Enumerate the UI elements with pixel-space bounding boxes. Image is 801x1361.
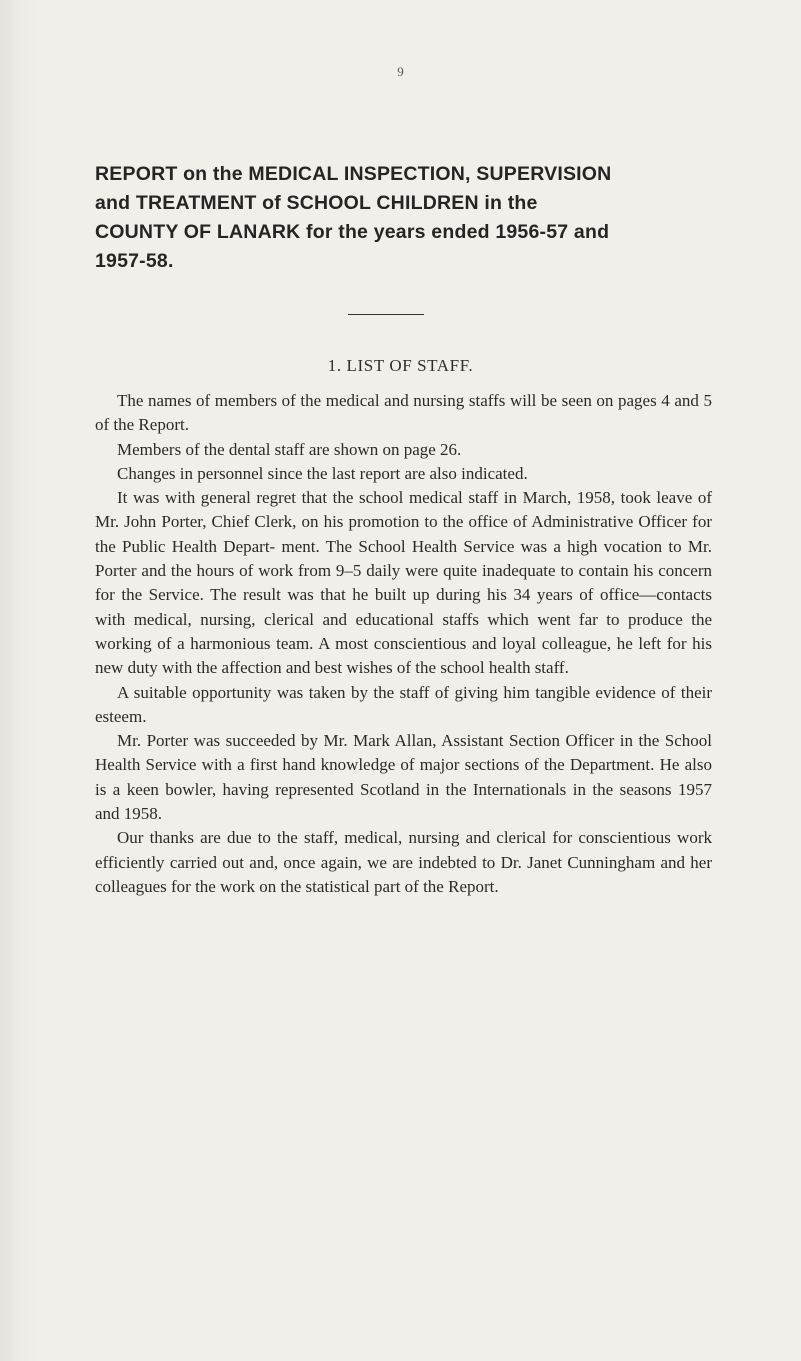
- paragraph-esteem: A suitable opportunity was taken by the staff of giving him tangible evidence of their esteem.: [95, 682, 712, 726]
- paragraph-personnel-changes: Changes in personnel since the last report are also indicated.: [117, 463, 528, 483]
- paragraph-john-porter: It was with general regret that the school medical staff in March, 1958, took leave of Mr. John Porter, Chief Clerk, on his promotion to the office of Administrative Officer for the Public Health Depart- ment. The School Health Service was a high vocation to Mr. Porter and the hours of work from 9–5 daily were quite inadequate to contain his concern for the Service. The result was that he built up during his 34 years of office—contacts with medical, nursing, clerical and educational staffs which went far to produce the working of a harmonious team. A most conscientious and loyal colleague, he left for his new duty with the affection and best wishes of the school health staff.: [95, 488, 712, 678]
- section-body: [95, 389, 712, 899]
- paragraph-mark-allan: Mr. Porter was succeeded by Mr. Mark Allan, Assistant Section Officer in the School Health Service with a first hand knowledge of major sections of the Department. He also is a keen bowler, having represented Scotland in the Internationals in the seasons 1957 and 1958.: [95, 731, 712, 824]
- page-number: 9: [397, 64, 404, 79]
- title-line-3: COUNTY OF LANARK for the years ended 1956-57 and: [95, 221, 610, 243]
- title-line-2: and TREATMENT of SCHOOL CHILDREN in the: [95, 192, 538, 214]
- title-line-1: REPORT on the MEDICAL INSPECTION, SUPERVISION: [95, 163, 612, 185]
- report-title: [95, 160, 715, 276]
- title-line-4: 1957-58.: [95, 250, 174, 272]
- paragraph-thanks: Our thanks are due to the staff, medical, nursing and clerical for conscientious work efficiently carried out and, once again, we are indebted to Dr. Janet Cunningham and her colleagues for the work on the statistical part of the Report.: [95, 828, 712, 896]
- paragraph-staff-pages: The names of members of the medical and nursing staffs will be seen on pages 4 and 5 of the Report.: [95, 391, 712, 435]
- paragraph-dental-staff: Members of the dental staff are shown on page 26.: [117, 439, 462, 459]
- title-divider: [348, 314, 424, 315]
- section-heading: 1. LIST OF STAFF.: [327, 356, 474, 375]
- page-edge-shadow: [0, 0, 40, 1361]
